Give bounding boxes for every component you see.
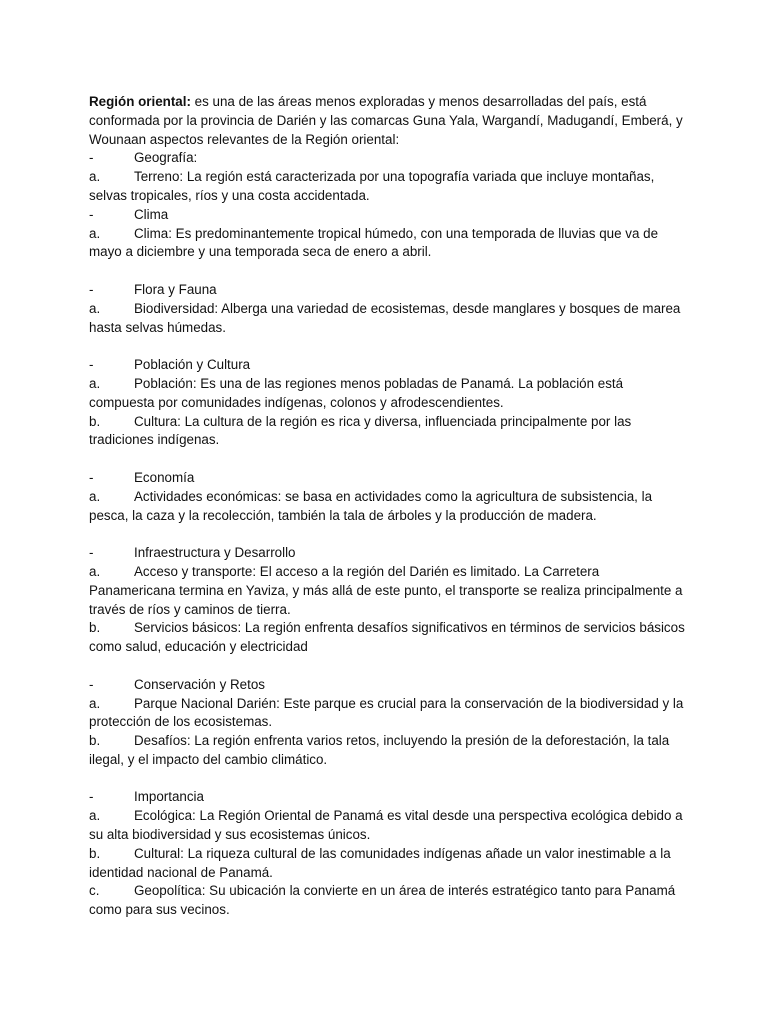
- list-item: [89, 619, 688, 657]
- item-marker: a.: [89, 225, 101, 241]
- dash-marker: -: [89, 357, 94, 373]
- section-title: Importancia: [134, 789, 204, 805]
- list-item: [89, 413, 688, 451]
- dash-marker: -: [89, 150, 94, 166]
- item-marker: a.: [89, 488, 101, 504]
- item-marker: a.: [89, 695, 101, 711]
- list-item: [89, 300, 688, 338]
- item-marker: b.: [89, 733, 101, 749]
- section-heading: [89, 676, 688, 695]
- item-text: Parque Nacional Darién: Este parque es crucial para la conservación de la biodiversidad y la protección de los ecosistemas.: [89, 695, 684, 730]
- section-heading: [89, 206, 688, 225]
- section-title: Flora y Fauna: [134, 281, 217, 297]
- list-item: [89, 168, 688, 206]
- item-marker: a.: [89, 169, 101, 185]
- list-item: [89, 807, 688, 845]
- section-heading: [89, 469, 688, 488]
- list-item: [89, 882, 688, 920]
- paragraph-gap: [89, 657, 688, 676]
- dash-marker: -: [89, 469, 94, 485]
- section-title: Infraestructura y Desarrollo: [134, 545, 296, 561]
- paragraph-gap: [89, 450, 688, 469]
- paragraph-gap: [89, 337, 688, 356]
- section-title: Geografía:: [134, 150, 198, 166]
- paragraph-gap: [89, 262, 688, 281]
- list-item: [89, 563, 688, 619]
- item-marker: b.: [89, 620, 101, 636]
- section-heading: [89, 356, 688, 375]
- dash-marker: -: [89, 206, 94, 222]
- list-item: [89, 732, 688, 770]
- intro-paragraph: [89, 93, 688, 149]
- item-marker: a.: [89, 300, 101, 316]
- item-marker: b.: [89, 413, 101, 429]
- paragraph-gap: [89, 770, 688, 789]
- section-title: Clima: [134, 206, 169, 222]
- item-text: Ecológica: La Región Oriental de Panamá es vital desde una perspectiva ecológica debido a su alta biodiversidad y sus ecosistemas únicos.: [89, 808, 683, 843]
- item-text: Biodiversidad: Alberga una variedad de ecosistemas, desde manglares y bosques de marea hasta selvas húmedas.: [89, 300, 681, 335]
- item-marker: c.: [89, 883, 100, 899]
- list-item: [89, 845, 688, 883]
- dash-marker: -: [89, 676, 94, 692]
- dash-marker: -: [89, 789, 94, 805]
- paragraph-gap: [89, 525, 688, 544]
- list-item: [89, 375, 688, 413]
- item-text: Acceso y transporte: El acceso a la región del Darién es limitado. La Carretera Panamericana termina en Yaviza, y más allá de este punto, el transporte se realiza principalmente a través de ríos y caminos de tierra.: [89, 563, 683, 617]
- item-text: Población: Es una de las regiones menos pobladas de Panamá. La población está compuesta por comunidades indígenas, colonos y afrodescendientes.: [89, 375, 624, 410]
- item-marker: a.: [89, 375, 101, 391]
- item-marker: a.: [89, 563, 101, 579]
- intro-text: es una de las áreas menos exploradas y menos desarrolladas del país, está conformada por la provincia de Darién y las comarcas Guna Yala, Wargandí, Madugandí, Emberá, y Wounaan aspectos relevantes de la Región oriental:: [89, 94, 683, 147]
- item-text: Desafíos: La región enfrenta varios retos, incluyendo la presión de la deforestación, la tala ilegal, y el impacto del cambio climático.: [89, 733, 670, 767]
- section-heading: [89, 544, 688, 563]
- section-heading: [89, 149, 688, 168]
- item-text: Cultura: La cultura de la región es rica y diversa, influenciada principalmente por las tradiciones indígenas.: [89, 413, 632, 448]
- list-item: [89, 225, 688, 263]
- intro-title: Región oriental:: [89, 94, 191, 109]
- item-text: Clima: Es predominantemente tropical húmedo, con una temporada de lluvias que va de mayo a diciembre y una temporada seca de enero a abril.: [89, 225, 659, 260]
- item-text: Cultural: La riqueza cultural de las comunidades indígenas añade un valor inestimable a la identidad nacional de Panamá.: [89, 845, 671, 880]
- item-text: Actividades económicas: se basa en actividades como la agricultura de subsistencia, la pesca, la caza y la recolección, también la tala de árboles y la producción de madera.: [89, 488, 653, 523]
- dash-marker: -: [89, 281, 94, 297]
- section-heading: [89, 281, 688, 300]
- section-title: Población y Cultura: [134, 357, 251, 373]
- item-text: Geopolítica: Su ubicación la convierte en un área de interés estratégico tanto para Panamá como para sus vecinos.: [89, 883, 676, 918]
- item-text: Servicios básicos: La región enfrenta desafíos significativos en términos de servicios básicos como salud, educación y electricidad: [89, 620, 685, 655]
- list-item: [89, 488, 688, 526]
- item-text: Terreno: La región está caracterizada por una topografía variada que incluye montañas, selvas tropicales, ríos y una costa accidentada.: [89, 169, 655, 203]
- item-marker: a.: [89, 808, 101, 824]
- dash-marker: -: [89, 545, 94, 561]
- list-item: [89, 695, 688, 733]
- item-marker: b.: [89, 845, 101, 861]
- section-title: Conservación y Retos: [134, 676, 265, 692]
- section-heading: [89, 788, 688, 807]
- section-title: Economía: [134, 469, 195, 485]
